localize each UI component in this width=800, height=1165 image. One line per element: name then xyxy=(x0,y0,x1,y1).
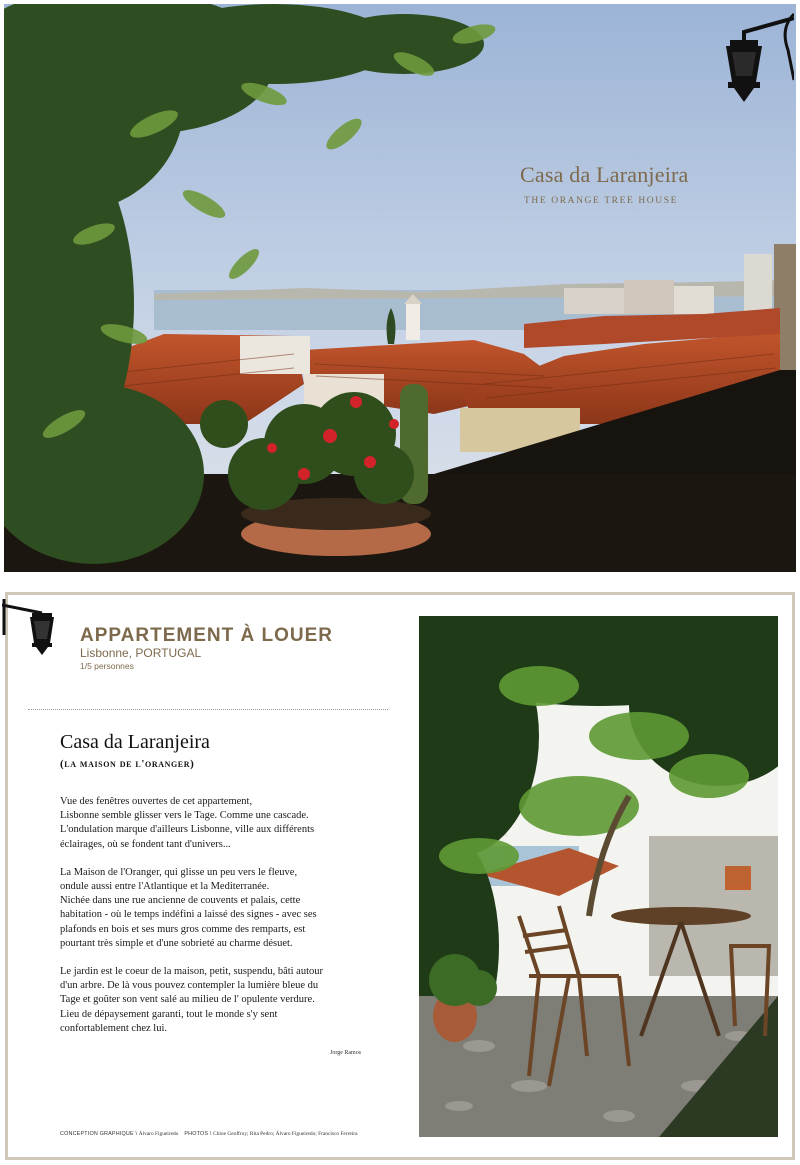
garden-photo xyxy=(419,616,778,1137)
article-subtitle: (la maison de l'oranger) xyxy=(60,758,195,770)
credits xyxy=(60,1131,358,1137)
article-paragraph: La Maison de l'Oranger, qui glisse un peu vers le fleuve, ondule aussi entre l'Atlantique et la Mediterranée. Nichée dans une rue ancienne de couvents et palais, cette habitation - où le temps indéfini a laissé des signes - avec ses plafonds en bois et ses murs gros comme des remparts, est pourtant très simple et d'une sobrieté au charme désuet. xyxy=(60,866,317,949)
article-paragraph: Vue des fenêtres ouvertes de cet appartement, Lisbonne semble glisser vers le Tage. Comme une cascade. L'ondulation marque d'ailleurs Lisbonne, ville aux différents éclairages, où se fondent tant d'univers... xyxy=(60,796,315,850)
listing-capacity: 1/5 personnes xyxy=(80,661,134,671)
credit-design-value: Álvaro Figueiredo xyxy=(138,1131,179,1137)
divider xyxy=(28,709,388,710)
street-lantern-icon xyxy=(710,10,794,114)
article-body xyxy=(60,795,365,1050)
credit-photos-label: PHOTOS \ xyxy=(184,1131,212,1137)
garden-terrace-illustration xyxy=(419,616,778,1137)
credit-design-label: CONCEPTION GRAPHIQUE \ xyxy=(60,1131,138,1137)
listing-page xyxy=(5,592,795,1160)
article-title: Casa da Laranjeira xyxy=(60,731,210,753)
lisbon-rooftops-illustration xyxy=(4,4,796,572)
listing-location: Lisbonne, PORTUGAL xyxy=(80,646,202,660)
credit-photos-value: Chloe Geoffroy; Rita Pedro; Álvaro Figueiredo; Francisco Ferreira xyxy=(213,1131,358,1137)
article-paragraph: Le jardin est le coeur de la maison, petit, suspendu, bâti autour d'un arbre. De là vous pouvez contempler la lumière bleue du Tage et goûter son vent salé au milieu de l' opulente verdure. Lieu de dépaysement garanti, tout le monde s'y sent confortablement chez lui. xyxy=(60,966,324,1034)
listing-heading: APPARTEMENT À LOUER xyxy=(80,625,333,646)
hero-title: Casa da Laranjeira xyxy=(520,162,689,187)
article-signature: Jorge Ramos xyxy=(330,1050,362,1056)
hero-subtitle: THE ORANGE TREE HOUSE xyxy=(524,196,679,206)
hero-photo xyxy=(4,4,796,572)
street-lantern-icon xyxy=(2,595,62,657)
